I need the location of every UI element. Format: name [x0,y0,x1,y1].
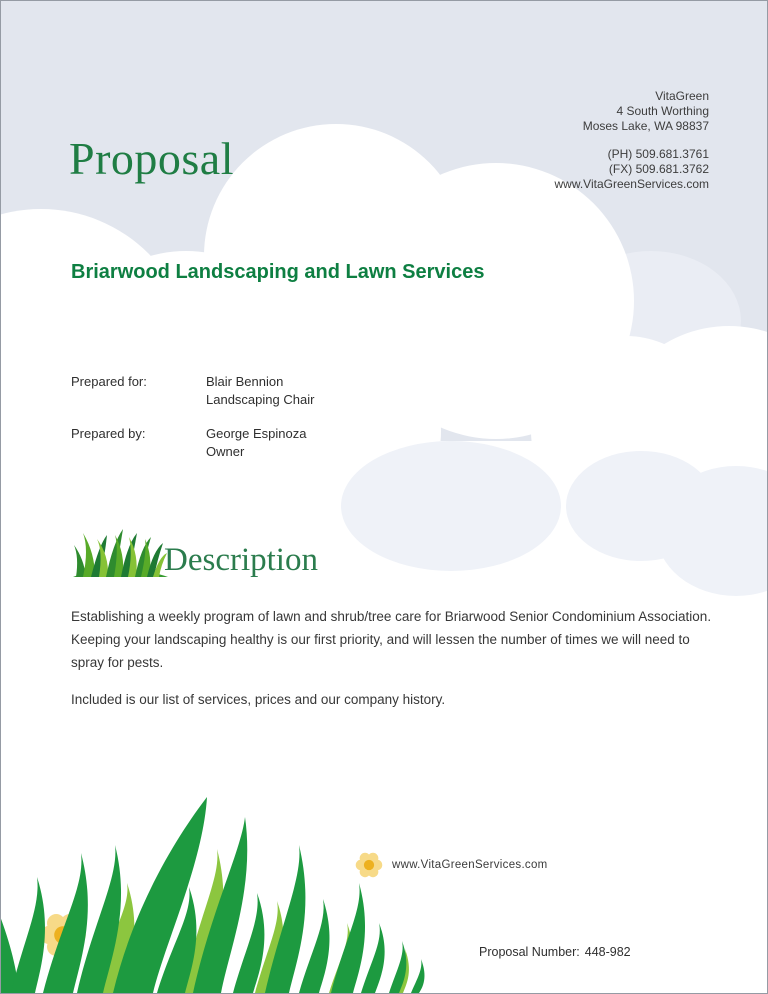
grass-clump-icon [73,527,168,579]
description-paragraph: Establishing a weekly program of lawn and shrub/tree care for Briarwood Senior Condominium Association. Keeping your landscaping healthy is our first priority, and will lessen the number of times we will need to spray for pests. [71,609,719,670]
section-title: Description [164,542,318,578]
company-phone: (PH) 509.681.3761 [607,147,709,161]
recipient-role: Landscaping Chair [206,392,315,407]
prepared-block [71,373,314,477]
description-body [71,605,723,711]
document-title: Proposal [69,133,234,184]
footer-website-text: www.VitaGreenServices.com [392,859,548,871]
recipient-name: Blair Bennion [206,374,284,389]
prepared-by-value [206,425,306,461]
proposal-number-value: 448-982 [584,945,631,959]
prepared-by-label: Prepared by: [71,426,146,441]
proposal-subject-title: Briarwood Landscaping and Lawn Services [71,261,485,283]
company-address-line: Moses Lake, WA 98837 [582,119,709,133]
cloud-shape [341,441,561,571]
company-name: VitaGreen [655,89,709,103]
author-name: George Espinoza [206,426,307,441]
prepared-for-value [206,373,314,409]
description-section-heading [73,527,318,579]
prepared-for-row [71,373,314,409]
company-contact-block [555,89,710,192]
prepared-for-label: Prepared for: [71,374,147,389]
author-role: Owner [206,444,245,459]
proposal-number-label: Proposal Number: [479,945,580,959]
description-paragraph: Included is our list of services, prices and our company history. [71,692,446,707]
footer-website-row [355,851,548,879]
prepared-by-row [71,425,314,461]
spacer [555,134,710,147]
company-fax: (FX) 509.681.3762 [608,162,709,176]
proposal-number-line [479,945,631,959]
grass-illustration [0,791,429,993]
company-address-line: 4 South Worthing [616,104,709,118]
company-website: www.VitaGreenServices.com [554,177,709,191]
flower-icon [355,851,383,879]
